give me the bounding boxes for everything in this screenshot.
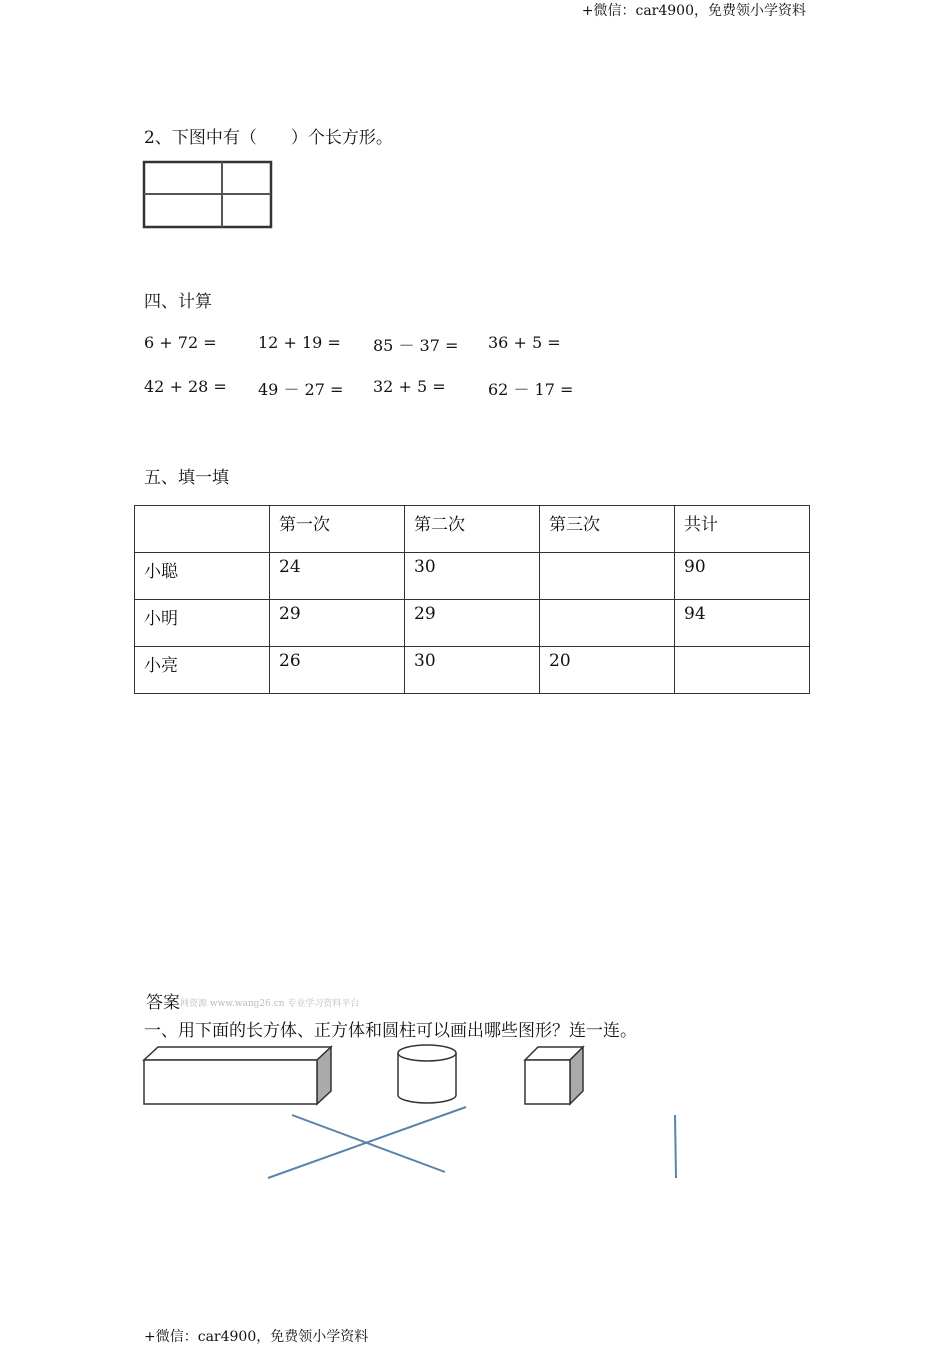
connect-line	[675, 1115, 676, 1178]
cuboid-shape	[144, 1047, 331, 1104]
table-cell	[540, 600, 675, 647]
table-cell: 第一次	[270, 506, 405, 553]
table-cell: 第二次	[405, 506, 540, 553]
solids-figure	[140, 1040, 740, 1185]
question-2-text: 2、下图中有（ ）个长方形。	[144, 128, 393, 148]
table-cell: 第三次	[540, 506, 675, 553]
table-cell: 小亮	[135, 647, 270, 694]
cube-shape	[525, 1047, 583, 1104]
table-cell	[540, 553, 675, 600]
calc-item: 49 － 27 =	[258, 380, 344, 399]
table-row	[135, 553, 810, 600]
calc-item: 6 + 72 =	[144, 333, 217, 352]
answer-q1-text: 一、用下面的长方体、正方体和圆柱可以画出哪些图形？连一连。	[144, 1021, 637, 1041]
table-header-row	[135, 506, 810, 553]
calc-item: 42 + 28 =	[144, 377, 227, 396]
answer-title: 答案	[146, 993, 180, 1013]
calc-item: 12 + 19 =	[258, 333, 341, 352]
table-cell: 26	[270, 647, 405, 694]
table-cell: 小明	[135, 600, 270, 647]
table-cell: 20	[540, 647, 675, 694]
table-cell	[135, 506, 270, 553]
calc-item: 36 + 5 =	[488, 333, 561, 352]
fill-table	[134, 505, 810, 694]
table-cell: 29	[405, 600, 540, 647]
section-5-title: 五、填一填	[144, 468, 229, 488]
table-cell: 29	[270, 600, 405, 647]
header-note: +微信：car4900，免费领小学资料	[581, 3, 806, 19]
table-row	[135, 600, 810, 647]
table-row	[135, 647, 810, 694]
table-cell: 90	[675, 553, 810, 600]
table-cell: 小聪	[135, 553, 270, 600]
cylinder-shape	[398, 1045, 456, 1103]
rectangle-figure	[142, 160, 274, 230]
table-cell: 共计	[675, 506, 810, 553]
table-cell: 30	[405, 647, 540, 694]
footer-note: +微信：car4900，免费领小学资料	[144, 1329, 369, 1345]
table-cell	[675, 647, 810, 694]
table-cell: 94	[675, 600, 810, 647]
section-4-title: 四、计算	[144, 292, 212, 312]
calc-item: 85 － 37 =	[373, 336, 459, 355]
table-cell: 24	[270, 553, 405, 600]
calc-item: 62 － 17 =	[488, 380, 574, 399]
watermark: 网资源 www.wang26.cn 专业学习资料平台	[180, 999, 360, 1009]
table-cell: 30	[405, 553, 540, 600]
calc-item: 32 + 5 =	[373, 377, 446, 396]
